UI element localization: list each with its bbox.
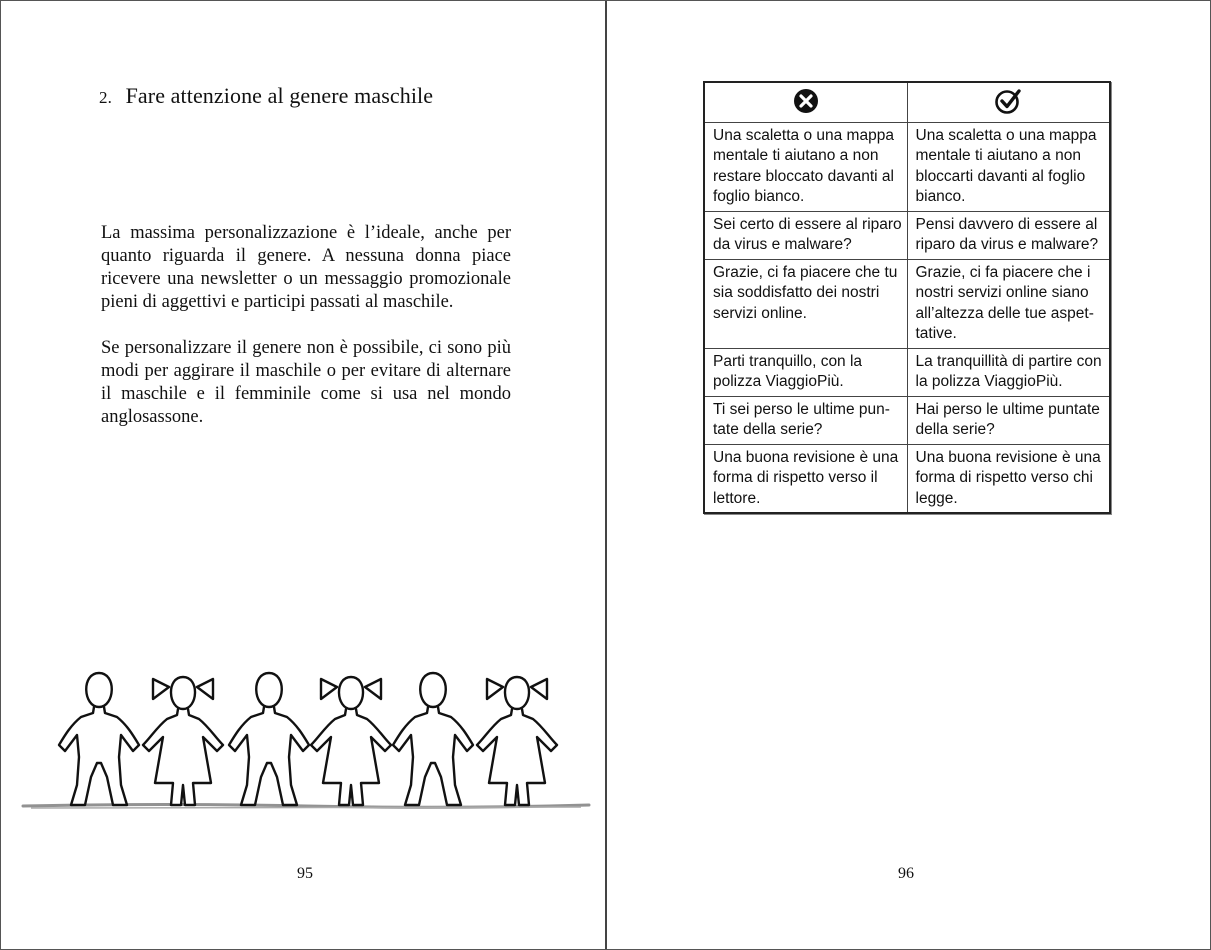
page-number: 95 (297, 865, 313, 882)
section-heading (99, 83, 433, 109)
page-right (607, 1, 1210, 949)
girl-figure (311, 677, 391, 805)
cell-right-example: Pensi davvero di essere al riparo da virus e malware? (907, 211, 1110, 259)
cell-right-example: Una buona revisione è una forma di rispetto verso chi legge. (907, 444, 1110, 513)
boy-figure (59, 673, 139, 805)
cell-wrong-example: Sei certo di essere al riparo da virus e malware? (704, 211, 907, 259)
check-circle-icon (994, 87, 1022, 115)
boy-figure (229, 673, 309, 805)
table-row (704, 396, 1110, 444)
table-row (704, 348, 1110, 396)
girl-figure (143, 677, 223, 805)
paper-dolls-illustration (21, 665, 591, 815)
paragraph: Se personalizzare il genere non è possibile, ci sono più modi per aggirare il maschile o per evitare di alternare il maschile e il femminile come si usa nel mondo anglosassone. (101, 338, 511, 427)
cell-wrong-example: Una scaletta o una mappa mentale ti aiutano a non restare bloccato davanti al foglio bianco. (704, 122, 907, 211)
table-row (704, 211, 1110, 259)
cell-wrong-example: Una buona revisione è una forma di rispetto verso il lettore. (704, 444, 907, 513)
heading-title: Fare attenzione al genere maschile (125, 83, 434, 108)
cell-wrong-example: Grazie, ci fa piacere che tu sia soddisfatto dei nostri servizi online. (704, 259, 907, 348)
cross-circle-icon (792, 87, 820, 115)
table-row (704, 259, 1110, 348)
heading-number: 2. (99, 88, 112, 107)
comparison-table (703, 81, 1111, 514)
header-right (907, 82, 1110, 122)
cell-right-example: Hai perso le ultime puntate della serie? (907, 396, 1110, 444)
cell-right-example: Una scaletta o una mappa mentale ti aiutano a non bloccarti davanti al foglio bianco. (907, 122, 1110, 211)
cell-right-example: Grazie, ci fa piacere che i nostri servizi online siano all’altezza delle tue aspettative. (907, 259, 1110, 348)
paragraph: La massima personalizzazione è l’ideale, anche per quanto riguarda il genere. A nessuna donna piace ricevere una newsletter o un messaggio promozionale pieni di aggettivi e participi passati al maschile. (101, 223, 511, 312)
cell-wrong-example: Parti tranquillo, con la polizza ViaggioPiù. (704, 348, 907, 396)
table-header-row (704, 82, 1110, 122)
page-left (1, 1, 605, 949)
table-row (704, 122, 1110, 211)
girl-figure (477, 677, 557, 805)
page-number: 96 (898, 865, 914, 882)
table-row (704, 444, 1110, 513)
header-wrong (704, 82, 907, 122)
boy-figure (393, 673, 473, 805)
cell-right-example: La tranquillità di partire con la polizza ViaggioPiù. (907, 348, 1110, 396)
cell-wrong-example: Ti sei perso le ultime puntate della serie? (704, 396, 907, 444)
